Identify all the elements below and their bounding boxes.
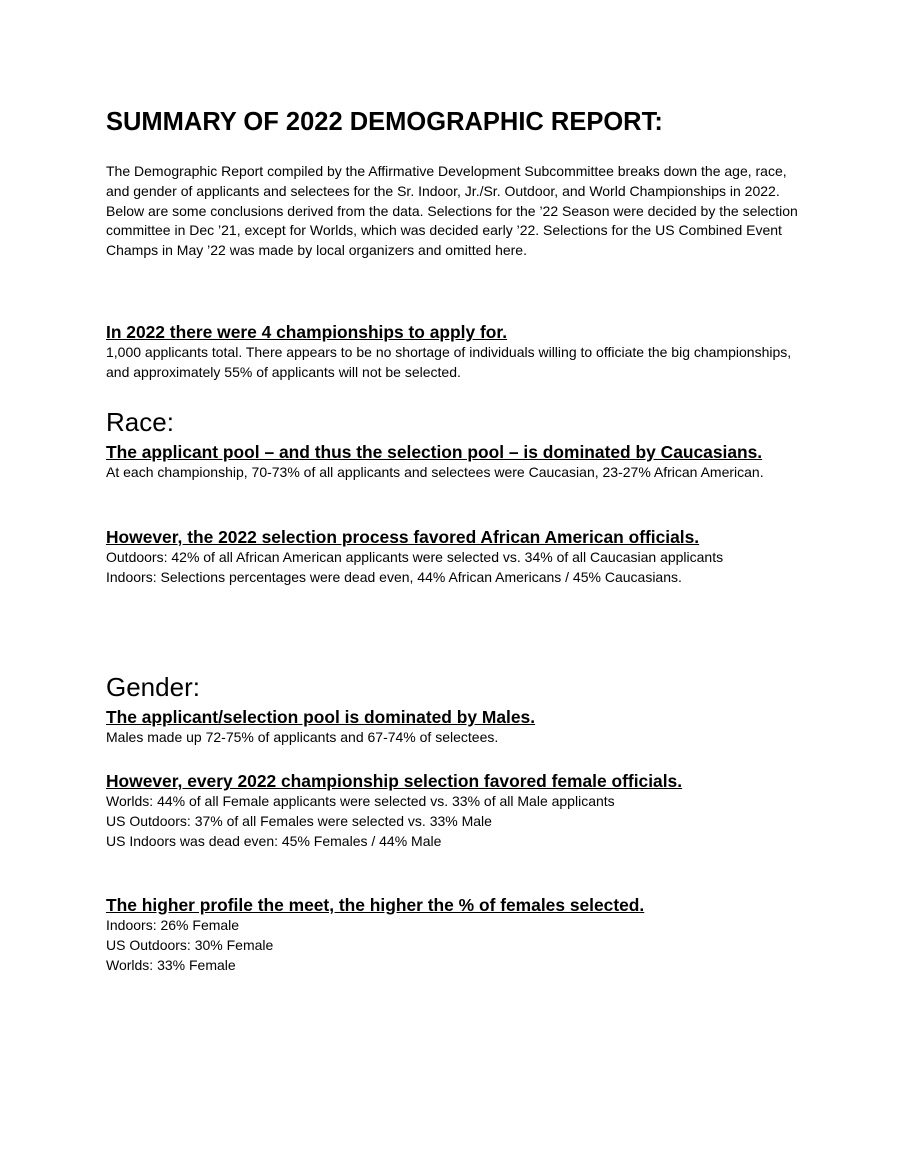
race-finding-1 (106, 441, 806, 483)
race-finding-1-heading: The applicant pool – and thus the selection pool – is dominated by Caucasians. (106, 442, 763, 462)
gender-finding-2-heading: However, every 2022 championship selection favored female officials. (106, 771, 683, 791)
race-finding-2-line: Indoors: Selections percentages were dead even, 44% African Americans / 45% Caucasians. (106, 568, 682, 585)
page-title: SUMMARY OF 2022 DEMOGRAPHIC REPORT: (106, 108, 663, 136)
gender-finding-2-line: US Outdoors: 37% of all Females were selected vs. 33% Male (106, 812, 492, 829)
gender-finding-1-line: Males made up 72-75% of applicants and 67-74% of selectees. (106, 729, 499, 745)
race-finding-2-line: Outdoors: 42% of all African American applicants were selected vs. 34% of all Caucasian applicants (106, 549, 724, 565)
gender-finding-3-heading: The higher profile the meet, the higher the % of females selected. (106, 895, 645, 915)
race-heading: Race: (106, 407, 174, 437)
gender-finding-1-heading: The applicant/selection pool is dominated by Males. (106, 707, 536, 727)
gender-finding-3-line: Indoors: 26% Female (106, 917, 240, 933)
race-finding-1-line: At each championship, 70-73% of all applicants and selectees were Caucasian, 23-27% African American. (106, 464, 764, 480)
championships-heading: In 2022 there were 4 championships to apply for. (106, 322, 508, 342)
intro-paragraph: The Demographic Report compiled by the Affirmative Development Subcommittee breaks down the age, race, and gender of applicants and selectees for the Sr. Indoor, Jr./Sr. Outdoor, and World Championships in 2022. Below are some conclusions derived from the data. Selections for the ’22 Season were decided by the selection committee in Dec ’21, except for Worlds, which was decided early ’22. Selections for the US Combined Event Champs in May ’22 was made by local organizers and omitted here. (106, 163, 798, 259)
gender-finding-3-line: Worlds: 33% Female (106, 956, 236, 973)
gender-finding-3-line: US Outdoors: 30% Female (106, 936, 274, 953)
race-finding-2-heading: However, the 2022 selection process favored African American officials. (106, 527, 700, 547)
gender-finding-2-line: US Indoors was dead even: 45% Females / 44% Male (106, 832, 442, 849)
gender-finding-3 (106, 894, 806, 975)
gender-finding-2 (106, 770, 806, 851)
gender-finding-1 (106, 706, 806, 748)
gender-heading: Gender: (106, 672, 200, 702)
championships-text: 1,000 applicants total. There appears to be no shortage of individuals willing to officiate the big championships, and approximately 55% of applicants will not be selected. (106, 344, 792, 380)
race-finding-2 (106, 526, 806, 588)
gender-finding-2-line: Worlds: 44% of all Female applicants were selected vs. 33% of all Male applicants (106, 793, 615, 809)
championships-section (106, 321, 806, 383)
